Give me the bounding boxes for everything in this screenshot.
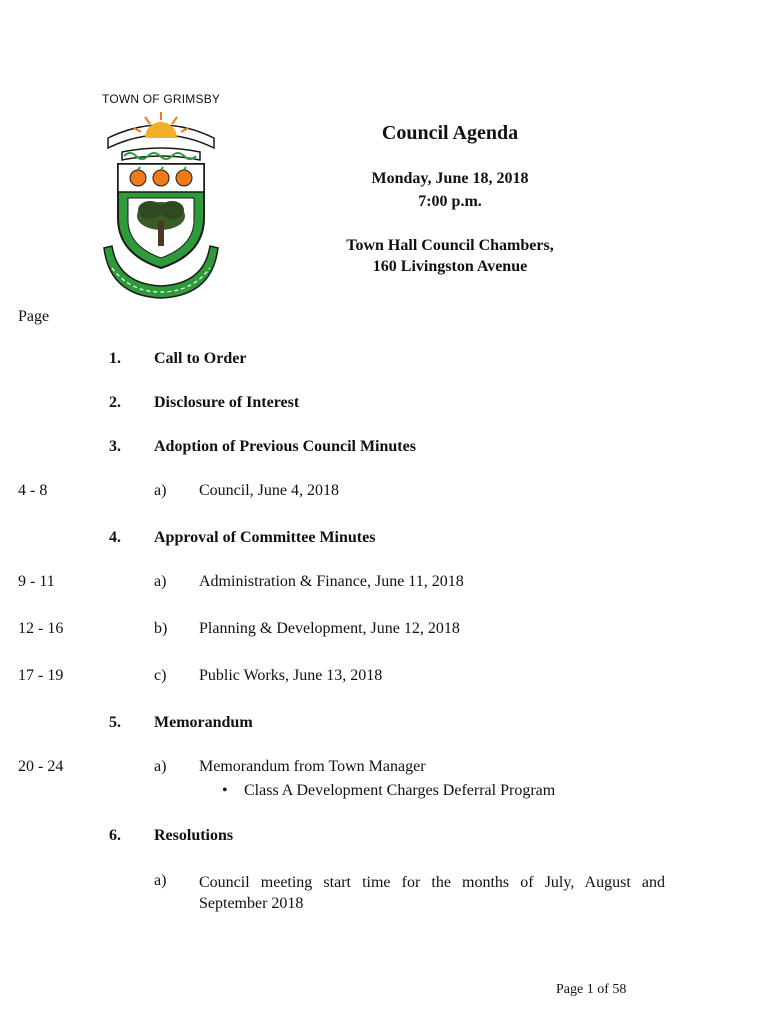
item-pages: 17 - 19: [18, 667, 64, 684]
item-letter: a): [154, 482, 167, 499]
item-bullet-text: Class A Development Charges Deferral Program: [244, 782, 556, 799]
page-column-label: Page: [18, 308, 50, 325]
item-letter: a): [154, 573, 167, 590]
item-text: Administration & Finance, June 11, 2018: [199, 573, 464, 590]
item-letter: c): [154, 667, 167, 684]
section-title: Resolutions: [154, 827, 234, 844]
section-title: Call to Order: [154, 350, 247, 367]
section-title: Disclosure of Interest: [154, 394, 300, 411]
meeting-location-line2: 160 Livingston Avenue: [372, 258, 528, 275]
item-text: Council, June 4, 2018: [199, 482, 339, 499]
town-label: TOWN OF GRIMSBY: [102, 92, 221, 106]
page-footer: Page 1 of 58: [556, 982, 627, 997]
section-number: 1.: [109, 350, 121, 367]
item-letter: b): [154, 620, 168, 637]
bullet-icon: •: [222, 782, 228, 799]
item-pages: 4 - 8: [18, 482, 48, 499]
meeting-location-line1: Town Hall Council Chambers,: [346, 237, 554, 254]
item-letter: a): [154, 872, 167, 889]
item-text: Planning & Development, June 12, 2018: [199, 620, 460, 637]
meeting-date: Monday, June 18, 2018: [371, 170, 529, 187]
section-number: 4.: [109, 529, 121, 546]
section-number: 6.: [109, 827, 121, 844]
item-letter: a): [154, 758, 167, 775]
section-title: Adoption of Previous Council Minutes: [154, 438, 416, 455]
section-title: Memorandum: [154, 714, 253, 731]
town-crest-logo: [100, 108, 222, 304]
item-text: Public Works, June 13, 2018: [199, 667, 383, 684]
section-number: 5.: [109, 714, 121, 731]
section-title: Approval of Committee Minutes: [154, 529, 376, 546]
item-pages: 12 - 16: [18, 620, 64, 637]
item-pages: 20 - 24: [18, 758, 64, 775]
meeting-time: 7:00 p.m.: [418, 193, 482, 210]
item-pages: 9 - 11: [18, 573, 55, 590]
agenda-title: Council Agenda: [381, 122, 519, 144]
section-number: 2.: [109, 394, 121, 411]
item-text: Memorandum from Town Manager: [199, 758, 426, 775]
item-text: Council meeting start time for the months of July, August and September 2018: [199, 874, 665, 912]
section-number: 3.: [109, 438, 121, 455]
